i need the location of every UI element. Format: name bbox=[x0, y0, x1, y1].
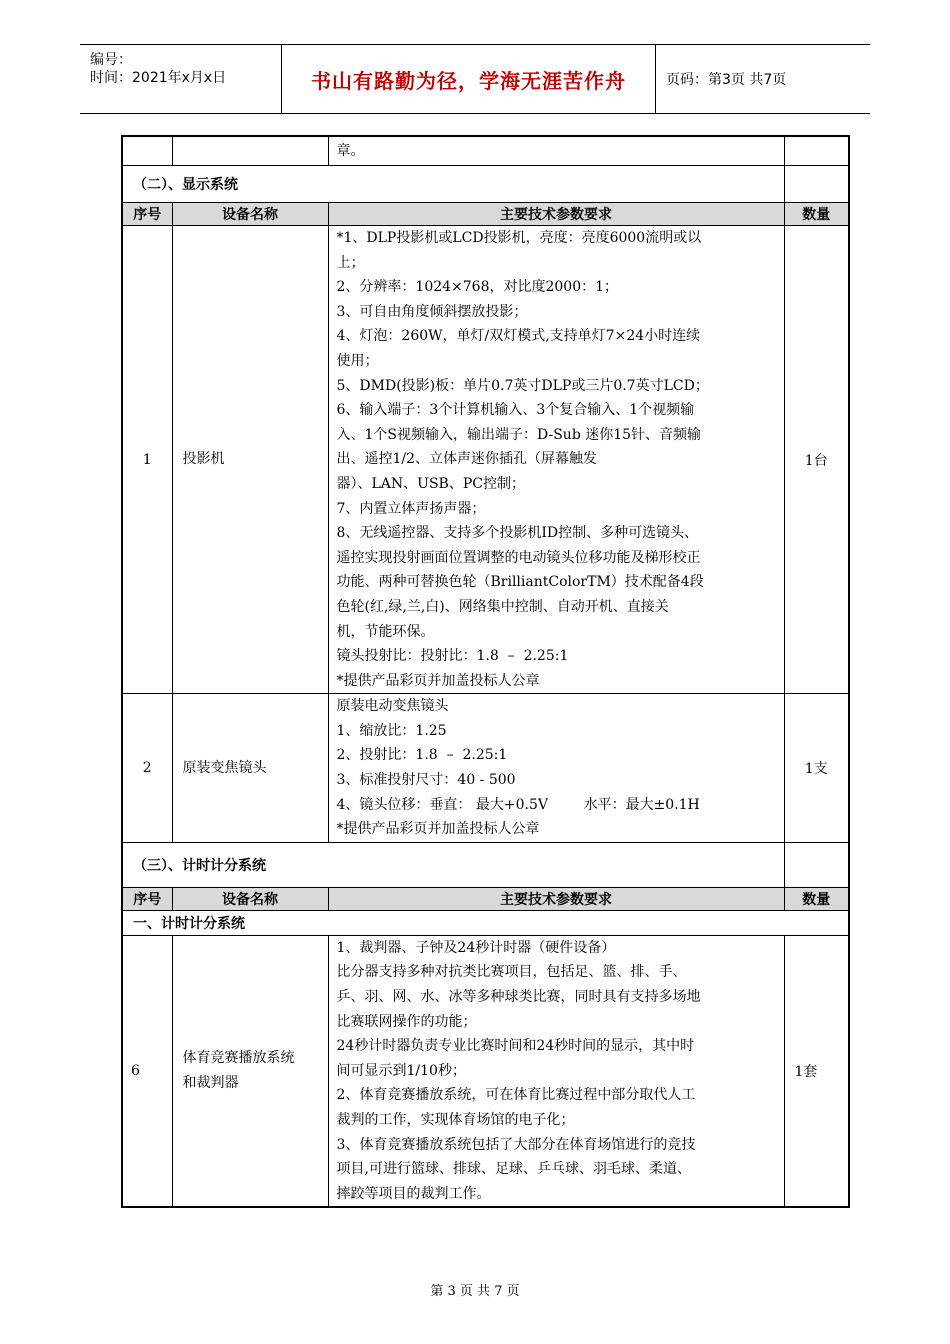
col-qty: 数量 bbox=[784, 887, 849, 910]
time-label: 时间：2021年x月x日 bbox=[90, 70, 227, 86]
row-params: 原装电动变焦镜头 1、缩放比：1.25 2、投射比：1.8 – 2.25:1 3、标准投射尺寸：40 - 500 4、镜头位移：垂直： 最大+0.5V 水平：最大±0.1H *提供产品彩页并加盖投标人公章 bbox=[328, 694, 784, 843]
subsection-timing-row bbox=[122, 910, 849, 935]
section-timing-row bbox=[122, 842, 849, 887]
page-header bbox=[80, 44, 870, 114]
column-header-row bbox=[122, 887, 849, 910]
page-footer: 第 3 页 共 7 页 bbox=[430, 1284, 520, 1299]
table-row bbox=[122, 935, 849, 1207]
row-qty: 1台 bbox=[784, 226, 849, 694]
col-name: 设备名称 bbox=[172, 887, 328, 910]
row-qty: 1支 bbox=[784, 694, 849, 843]
row-name: 原装变焦镜头 bbox=[172, 694, 328, 843]
col-name: 设备名称 bbox=[172, 203, 328, 226]
table-row bbox=[122, 694, 849, 843]
section-display-row bbox=[122, 166, 849, 203]
code-label: 编号： bbox=[90, 52, 132, 68]
col-params: 主要技术参数要求 bbox=[328, 887, 784, 910]
row-no: 6 bbox=[122, 935, 172, 1207]
section-title: （二）、显示系统 bbox=[122, 166, 784, 203]
header-motto: 书山有路勤为径，学海无涯苦作舟 bbox=[281, 45, 656, 113]
header-meta bbox=[80, 45, 281, 113]
row-no: 2 bbox=[122, 694, 172, 843]
row-params: *1、DLP投影机或LCD投影机，亮度：亮度6000流明或以 上； 2、分辨率：1024×768，对比度2000：1； 3、可自由角度倾斜摆放投影； 4、灯泡：260W，单灯/双灯模式,支持单灯7×24小时连续 使用； 5、DMD(投影)板：单片0.7英寸DLP或三片0.7英寸LCD； 6、输入端子：3个计算机输入、3个复合输入、1个视频输 入、1个S视频输入，输出端子：D-Sub 迷你15针、音频输 出、遥控1/2、立体声迷你插孔（屏幕触发 器）、LAN、USB、PC控制； 7、内置立体声扬声器； 8、无线遥控器、支持多个投影机ID控制、多种可选镜头、 遥控实现投射画面位置调整的电动镜头位移功能及梯形校正 功能、两种可替换色轮（BrilliantColorTM）技术配备4段 色轮(红,绿,兰,白)、网络集中控制、自动开机、直接关 机，节能环保。 镜头投射比：投射比：1.8 – 2.25:1 *提供产品彩页并加盖投标人公章 bbox=[328, 226, 784, 694]
col-params: 主要技术参数要求 bbox=[328, 203, 784, 226]
col-no: 序号 bbox=[122, 887, 172, 910]
section-title: （三）、计时计分系统 bbox=[122, 842, 784, 887]
column-header-row bbox=[122, 203, 849, 226]
row-no: 1 bbox=[122, 226, 172, 694]
continuation-row bbox=[122, 136, 849, 166]
header-page-label: 页码：第3页 共7页 bbox=[666, 72, 787, 88]
col-no: 序号 bbox=[122, 203, 172, 226]
subsection-title: 一、计时计分系统 bbox=[122, 910, 849, 935]
table-row bbox=[122, 226, 849, 694]
row-qty: 1套 bbox=[784, 935, 849, 1207]
equipment-table bbox=[121, 135, 850, 1208]
col-qty: 数量 bbox=[784, 203, 849, 226]
row-name: 投影机 bbox=[172, 226, 328, 694]
row-name: 体育竞赛播放系统 和裁判器 bbox=[172, 935, 328, 1207]
continuation-text: 章。 bbox=[336, 142, 365, 159]
row-params: 1、裁判器、子钟及24秒计时器（硬件设备） 比分器支持多种对抗类比赛项目，包括足、篮、排、手、 乒、羽、网、水、冰等多种球类比赛，同时具有支持多场地 比赛联网操作的功能； 24秒计时器负责专业比赛时间和24秒时间的显示，其中时 间可显示到1/10秒； 2、体育竞赛播放系统，可在体育比赛过程中部分取代人工 裁判的工作，实现体育场馆的电子化； 3、体育竞赛播放系统包括了大部分在体育场馆进行的竞技 项目,可进行篮球、排球、足球、乒乓球、羽毛球、柔道、 摔跤等项目的裁判工作。 bbox=[328, 935, 784, 1207]
